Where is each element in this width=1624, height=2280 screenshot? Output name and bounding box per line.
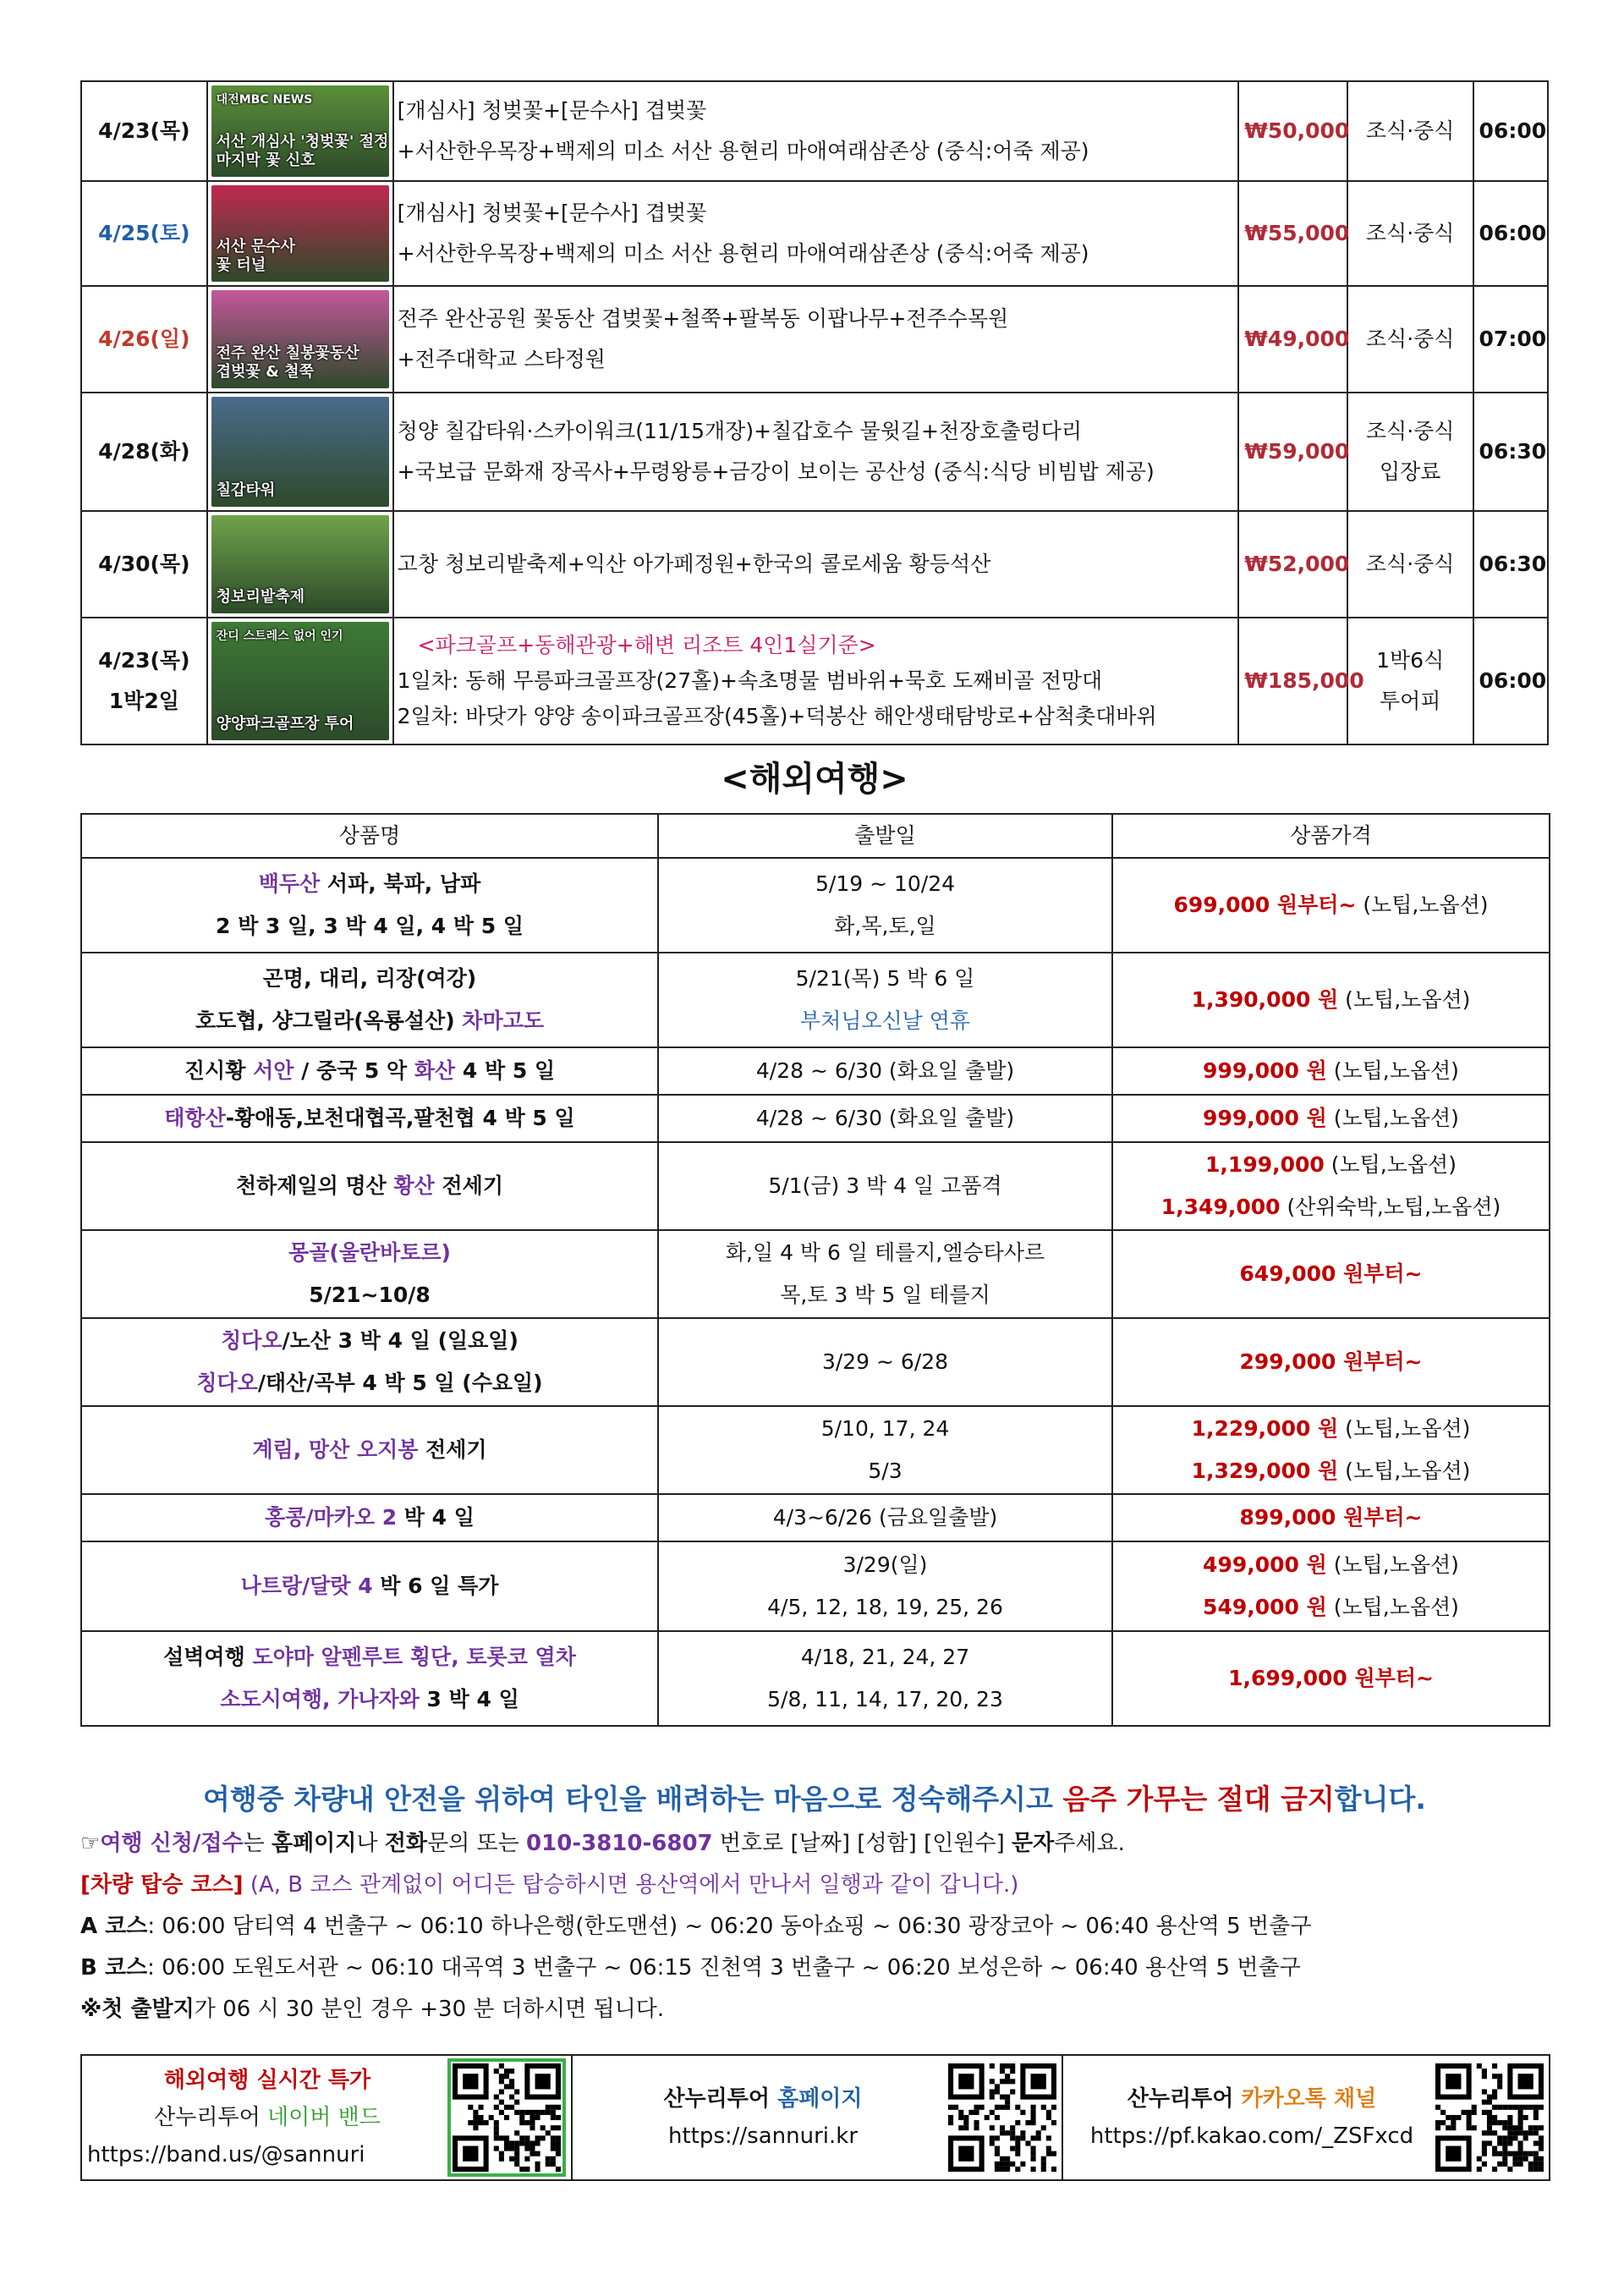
domestic-tour-row (81, 618, 1548, 744)
overseas-departure-dates: 4/28 ~ 6/30 (화요일 출발) (658, 1047, 1112, 1095)
tour-description: [개심사] 청벚꽃+[문수사] 겹벚꽃 +서산한우목장+백제의 미소 서산 용현리 마애여래삼존상 (중식:어죽 제공) (393, 81, 1239, 181)
tour-includes: 조식·중식 (1347, 181, 1473, 286)
apply-instructions: ☞여행 신청/접수는 홈페이지나 전화문의 또는 010-3810-6807 번호로 [날짜] [성함] [인원수] 문자주세요. (80, 1831, 1125, 1856)
boarding-course-title: [차량 탑승 코스] (A, B 코스 관계없이 어디든 탑승하시면 용산역에서 만나서 일행과 같이 갑니다.) (80, 1872, 1019, 1898)
tour-includes: 1박6식 투어피 (1347, 618, 1473, 744)
band-url[interactable]: https://band.us/@sannuri (87, 2142, 365, 2167)
course-a: A 코스: 06:00 담티역 4 번출구 ~ 06:10 하나은행(한도맨션) ~ 06:20 동아쇼핑 ~ 06:30 광장코아 ~ 06:40 용산역 5 번출구 (80, 1914, 1312, 1939)
overseas-tour-row (81, 1541, 1550, 1631)
tour-photo: 대전MBC NEWS 서산 개심사 '청벚꽃' 절정 마지막 꽃 신호 (211, 85, 389, 177)
tour-price: ₩49,000 (1238, 286, 1347, 393)
overseas-price: 1,699,000 원부터~ (1112, 1631, 1550, 1726)
overseas-product-name: 태항산-황애동,보천대협곡,팔천협 4 박 5 일 (81, 1095, 658, 1142)
tour-price: ₩50,000 (1238, 81, 1347, 181)
band-qr-code-icon[interactable] (453, 2063, 561, 2172)
band-title: 해외여행 실시간 특가 (163, 2068, 371, 2093)
notice-section (80, 1776, 1549, 2030)
tour-price: ₩52,000 (1238, 511, 1347, 618)
overseas-product-name: 계림, 망산 오지봉 전세기 (81, 1406, 658, 1494)
tour-thumbnail (207, 181, 393, 286)
tour-photo: 칠갑타워 (211, 397, 389, 507)
overseas-departure-dates: 4/18, 21, 24, 27 5/8, 11, 14, 17, 20, 23 (658, 1631, 1112, 1726)
tour-description: <파크골프+동해관광+해변 리조트 4인1실기준> 1일차: 동해 무릉파크골프장(27홀)+속초명물 범바위+묵호 도째비골 전망대 2일차: 바닷가 양양 송이파크골프장(45홀)+덕봉산 해안생태탐방로+삼척촛대바위 (393, 618, 1239, 744)
overseas-departure-dates: 5/10, 17, 24 5/3 (658, 1406, 1112, 1494)
phone-number[interactable]: 010-3810-6807 (526, 1831, 713, 1856)
tour-date: 4/28(화) (81, 393, 207, 511)
header-departure-date: 출발일 (658, 814, 1112, 858)
footer-links (80, 2054, 1550, 2181)
tour-includes: 조식·중식 입장료 (1347, 393, 1473, 511)
overseas-tour-row (81, 1142, 1550, 1230)
domestic-tour-row (81, 286, 1548, 393)
overseas-tour-row (81, 1095, 1550, 1142)
overseas-tour-row (81, 1047, 1550, 1095)
kakao-title: 산누리투어 카카오톡 채널 (1127, 2086, 1377, 2112)
overseas-tour-row (81, 1494, 1550, 1541)
tour-date: 4/23(목) 1박2일 (81, 618, 207, 744)
domestic-tour-row (81, 393, 1548, 511)
homepage-url[interactable]: https://sannuri.kr (667, 2123, 859, 2149)
domestic-tours-table (80, 80, 1549, 745)
overseas-price: 699,000 원부터~ (노팁,노옵션) (1112, 858, 1550, 953)
overseas-product-name: 칭다오/노산 3 박 4 일 (일요일) 칭다오/태산/곡부 4 박 5 일 (수요일) (81, 1318, 658, 1406)
overseas-tour-row (81, 858, 1550, 953)
header-product-name: 상품명 (81, 814, 658, 858)
tour-description: 고창 청보리밭축제+익산 아가페정원+한국의 콜로세움 황등석산 (393, 511, 1239, 618)
footer-homepage-cell (572, 2055, 1062, 2180)
first-departure-note: ※첫 출발지가 06 시 30 분인 경우 +30 분 더하시면 됩니다. (80, 1997, 665, 2022)
tour-date: 4/30(목) (81, 511, 207, 618)
kakao-qr-code-icon[interactable] (1435, 2063, 1544, 2172)
overseas-price: 999,000 원 (노팁,노옵션) (1112, 1047, 1550, 1095)
tour-date: 4/26(일) (81, 286, 207, 393)
tour-description: [개심사] 청벚꽃+[문수사] 겹벚꽃 +서산한우목장+백제의 미소 서산 용현리 마애여래삼존상 (중식:어죽 제공) (393, 181, 1239, 286)
tour-photo: 잔디 스트레스 없어 인기 양양파크골프장 투어 (211, 622, 389, 740)
band-subtitle: 산누리투어 네이버 밴드 (154, 2105, 381, 2130)
tour-departure-time: 06:00 (1473, 81, 1548, 181)
tour-thumbnail (207, 393, 393, 511)
tour-departure-time: 06:30 (1473, 511, 1548, 618)
tour-description: 청양 칠갑타워·스카이워크(11/15개장)+칠갑호수 물윗길+천장호출렁다리 +국보급 문화재 장곡사+무령왕릉+금강이 보이는 공산성 (중식:식당 비빔밥 제공) (393, 393, 1239, 511)
overseas-price: 1,199,000 (노팁,노옵션) 1,349,000 (산위숙박,노팁,노옵션) (1112, 1142, 1550, 1230)
overseas-product-name: 백두산 서파, 북파, 남파 2 박 3 일, 3 박 4 일, 4 박 5 일 (81, 858, 658, 953)
domestic-tour-row (81, 81, 1548, 181)
overseas-product-name: 설벽여행 도야마 알펜루트 횡단, 토롯코 열차 소도시여행, 가나자와 3 박 4 일 (81, 1631, 658, 1726)
overseas-tour-row (81, 1230, 1550, 1318)
overseas-price: 299,000 원부터~ (1112, 1318, 1550, 1406)
footer-kakao-cell (1062, 2055, 1550, 2180)
tour-price: ₩59,000 (1238, 393, 1347, 511)
page (80, 80, 1549, 2181)
overseas-departure-dates: 5/19 ~ 10/24 화,목,토,일 (658, 858, 1112, 953)
tour-description: 전주 완산공원 꽃동산 겹벚꽃+철쭉+팔복동 이팝나무+전주수목원 +전주대학교 스타정원 (393, 286, 1239, 393)
tour-thumbnail (207, 286, 393, 393)
tour-photo: 전주 완산 칠봉꽃동산 겹벚꽃 & 철쭉 (211, 290, 389, 388)
overseas-tours-table (80, 813, 1550, 1727)
overseas-price: 499,000 원 (노팁,노옵션) 549,000 원 (노팁,노옵션) (1112, 1541, 1550, 1631)
tour-thumbnail (207, 511, 393, 618)
overseas-departure-dates: 4/28 ~ 6/30 (화요일 출발) (658, 1095, 1112, 1142)
overseas-departure-dates: 4/3~6/26 (금요일출발) (658, 1494, 1112, 1541)
tour-price: ₩55,000 (1238, 181, 1347, 286)
tour-date: 4/23(목) (81, 81, 207, 181)
pointing-hand-icon: ☞ (80, 1831, 101, 1856)
homepage-qr-code-icon[interactable] (948, 2063, 1056, 2172)
tour-photo: 청보리밭축제 (211, 515, 389, 613)
overseas-departure-dates: 5/21(목) 5 박 6 일 부처님오신날 연휴 (658, 953, 1112, 1047)
tour-departure-time: 06:00 (1473, 618, 1548, 744)
overseas-price: 899,000 원부터~ (1112, 1494, 1550, 1541)
overseas-price: 1,229,000 원 (노팁,노옵션) 1,329,000 원 (노팁,노옵션) (1112, 1406, 1550, 1494)
overseas-product-name: 홍콩/마카오 2 박 4 일 (81, 1494, 658, 1541)
header-price: 상품가격 (1112, 814, 1550, 858)
overseas-departure-dates: 5/1(금) 3 박 4 일 고품격 (658, 1142, 1112, 1230)
overseas-product-name: 진시황 서안 / 중국 5 악 화산 4 박 5 일 (81, 1047, 658, 1095)
domestic-tour-row (81, 181, 1548, 286)
tour-departure-time: 07:00 (1473, 286, 1548, 393)
tour-date: 4/25(토) (81, 181, 207, 286)
overseas-product-name: 곤명, 대리, 리장(여강) 호도협, 샹그릴라(옥룡설산) 차마고도 (81, 953, 658, 1047)
course-b: B 코스: 06:00 도원도서관 ~ 06:10 대곡역 3 번출구 ~ 06:15 진천역 3 번출구 ~ 06:20 보성은하 ~ 06:40 용산역 5 번출구 (80, 1955, 1301, 1981)
domestic-tour-row (81, 511, 1548, 618)
tour-departure-time: 06:30 (1473, 393, 1548, 511)
safety-notice: 여행중 차량내 안전을 위하여 타인을 배려하는 마음으로 정숙해주시고 음주 가무는 절대 금지합니다. (203, 1783, 1426, 1816)
overseas-departure-dates: 화,일 4 박 6 일 테를지,엘승타사르 목,토 3 박 5 일 테를지 (658, 1230, 1112, 1318)
footer-band-cell (81, 2055, 572, 2180)
tour-thumbnail (207, 618, 393, 744)
kakao-url[interactable]: https://pf.kakao.com/_ZSFxcd (1089, 2123, 1414, 2149)
overseas-tour-row (81, 1406, 1550, 1494)
overseas-product-name: 몽골(울란바토르) 5/21~10/8 (81, 1230, 658, 1318)
tour-includes: 조식·중식 (1347, 511, 1473, 618)
tour-thumbnail (207, 81, 393, 181)
overseas-price: 999,000 원 (노팁,노옵션) (1112, 1095, 1550, 1142)
overseas-product-name: 나트랑/달랏 4 박 6 일 특가 (81, 1541, 658, 1631)
overseas-price: 1,390,000 원 (노팁,노옵션) (1112, 953, 1550, 1047)
overseas-product-name: 천하제일의 명산 황산 전세기 (81, 1142, 658, 1230)
overseas-tour-row (81, 1318, 1550, 1406)
tour-departure-time: 06:00 (1473, 181, 1548, 286)
tour-price: ₩185,000 (1238, 618, 1347, 744)
overseas-departure-dates: 3/29 ~ 6/28 (658, 1318, 1112, 1406)
overseas-tour-row (81, 1631, 1550, 1726)
homepage-title: 산누리투어 홈페이지 (663, 2086, 863, 2112)
tour-includes: 조식·중식 (1347, 286, 1473, 393)
overseas-price: 649,000 원부터~ (1112, 1230, 1550, 1318)
overseas-tour-row (81, 953, 1550, 1047)
overseas-departure-dates: 3/29(일) 4/5, 12, 18, 19, 25, 26 (658, 1541, 1112, 1631)
tour-includes: 조식·중식 (1347, 81, 1473, 181)
overseas-section-title: <해외여행> (721, 760, 908, 799)
tour-photo: 서산 문수사 꽃 터널 (211, 185, 389, 282)
